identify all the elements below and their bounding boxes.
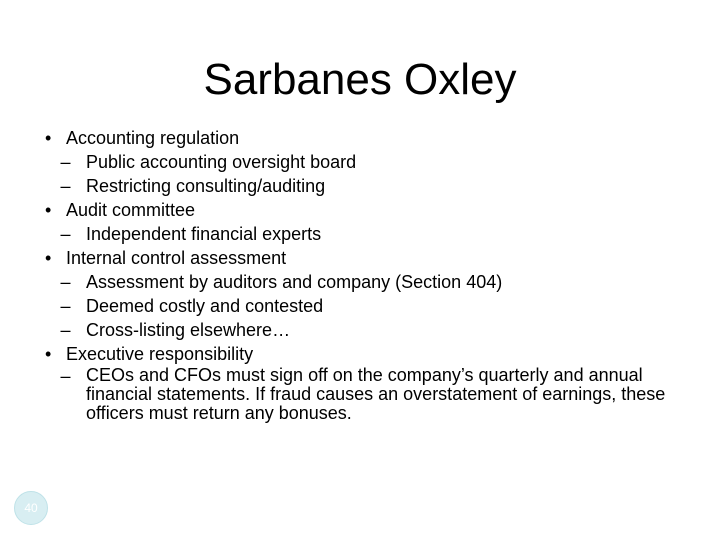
sub-bullet-item [45,366,675,423]
sub-bullet-item [45,174,675,198]
sub-bullet-label: Cross-listing elsewhere… [86,320,291,340]
bullet-label: Accounting regulation [66,128,240,148]
sub-bullet-item [45,270,675,294]
sub-bullet-label: Assessment by auditors and company (Section 404) [86,272,503,292]
slide-body [45,126,675,423]
sub-bullet-label: Restricting consulting/auditing [86,176,326,196]
sub-bullet-label: Independent financial experts [86,224,322,244]
dash-icon: – [60,176,71,196]
dash-icon: – [60,296,71,316]
page-number-badge: 40 [14,491,48,525]
sub-bullet-item [45,150,675,174]
dash-icon: – [60,224,71,244]
sub-bullet-item [45,318,675,342]
bullet-item [45,126,675,150]
sub-bullet-item [45,294,675,318]
sub-bullet-label: CEOs and CFOs must sign off on the company’s quarterly and annual financial statements. If fraud causes an overstatement of earnings, these officers must return any bonuses. [86,365,666,423]
bullet-label: Executive responsibility [66,344,254,364]
bullet-icon: • [45,200,52,220]
sub-bullet-label: Public accounting oversight board [86,152,357,172]
dash-icon: – [60,272,71,292]
sub-bullet-label: Deemed costly and contested [86,296,324,316]
dash-icon: – [60,366,71,386]
bullet-icon: • [45,248,52,268]
dash-icon: – [60,320,71,340]
bullet-item [45,342,675,366]
bullet-label: Internal control assessment [66,248,287,268]
bullet-icon: • [45,344,52,364]
bullet-label: Audit committee [66,200,196,220]
bullet-item [45,246,675,270]
sub-bullet-item [45,222,675,246]
slide-title: Sarbanes Oxley [203,55,517,104]
bullet-icon: • [45,128,52,148]
dash-icon: – [60,152,71,172]
bullet-item [45,198,675,222]
